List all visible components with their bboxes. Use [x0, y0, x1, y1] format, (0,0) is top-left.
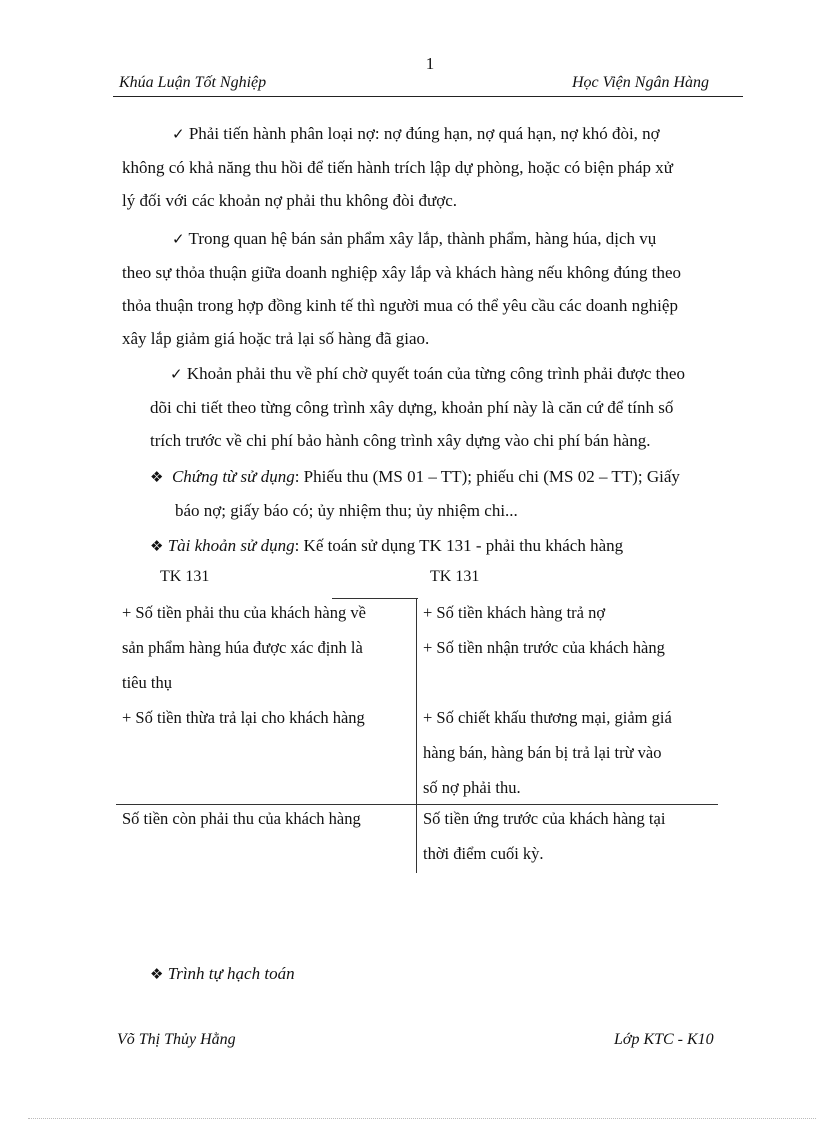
documents-used-text: : Phiếu thu (MS 01 – TT); phiếu chi (MS 02 – TT); Giấy	[294, 467, 680, 486]
page-header	[113, 74, 743, 97]
footer-class: Lớp KTC - K10	[614, 1031, 714, 1048]
header-thesis-title: Khúa Luận Tốt Nghiệp	[119, 74, 267, 91]
credit-balance-line: Số tiền ứng trước của khách hàng tại	[423, 809, 666, 828]
check-mark-icon: ✓	[170, 365, 183, 383]
t-account-right-title: TK 131	[430, 568, 480, 585]
documents-used-label: Chứng từ sử dụng	[171, 467, 295, 486]
paragraph-settlement-fee	[150, 357, 750, 457]
credit-entry: hàng bán, hàng bán bị trả lại trừ vào	[423, 743, 662, 762]
header-institution: Học Viện Ngân Hàng	[571, 74, 709, 91]
four-diamond-icon: ❖	[150, 468, 164, 486]
credit-entry: + Số tiền nhận trước của khách hàng	[423, 638, 665, 657]
paragraph-line: theo sự thỏa thuận giữa doanh nghiệp xây lắp và khách hàng nếu không đúng theo	[122, 263, 681, 282]
credit-entry: số nợ phải thu.	[423, 778, 521, 797]
check-mark-icon: ✓	[172, 230, 185, 248]
documents-used-text: báo nợ; giấy báo có; ủy nhiệm thu; ủy nhiệm chi...	[175, 501, 518, 520]
debit-balance: Số tiền còn phải thu của khách hàng	[122, 809, 361, 828]
paragraph-debt-classification	[122, 117, 742, 217]
credit-entry: + Số chiết khấu thương mại, giảm giá	[423, 708, 672, 727]
documents-used	[150, 460, 750, 527]
paragraph-line: Khoản phải thu về phí chờ quyết toán của từng công trình phải được theo	[186, 364, 685, 383]
credit-balance-line: thời điểm cuối kỳ.	[423, 844, 544, 863]
debit-entry: + Số tiền phải thu của khách hàng về	[122, 603, 366, 622]
account-used-text: : Kế toán sử dụng TK 131 - phải thu khách hàng	[294, 536, 624, 555]
paragraph-sales-relations	[122, 222, 742, 355]
page-number: 1	[425, 54, 435, 73]
account-used	[150, 529, 750, 563]
debit-entry: tiêu thụ	[122, 673, 172, 692]
t-account-left-title: TK 131	[160, 568, 210, 585]
four-diamond-icon: ❖	[150, 537, 164, 555]
paragraph-line: không có khả năng thu hồi để tiến hành trích lập dự phòng, hoặc có biện pháp xử	[122, 158, 673, 177]
paragraph-line: lý đối với các khoản nợ phải thu không đòi được.	[122, 191, 458, 210]
paragraph-line: xây lắp giảm giá hoặc trả lại số hàng đã giao.	[122, 329, 430, 348]
footer-author: Võ Thị Thủy Hằng	[117, 1031, 236, 1048]
paragraph-line: trích trước về chi phí bảo hành công trình xây dựng vào chi phí bán hàng.	[150, 431, 651, 450]
paragraph-line: Phải tiến hành phân loại nợ: nợ đúng hạn, nợ quá hạn, nợ khó đòi, nợ	[188, 124, 660, 143]
procedure-label: Trình tự hạch toán	[167, 964, 295, 983]
check-mark-icon: ✓	[172, 125, 185, 143]
paragraph-line: Trong quan hệ bán sản phẩm xây lắp, thành phẩm, hàng húa, dịch vụ	[188, 229, 657, 248]
t-account-divider	[416, 598, 417, 873]
t-account-credit-side	[423, 595, 718, 805]
procedure-heading	[150, 964, 295, 984]
t-account-credit-balance	[423, 801, 718, 871]
debit-entry: sản phẩm hàng húa được xác định là	[122, 638, 363, 657]
t-account-debit-side	[122, 595, 412, 735]
paragraph-line: dõi chi tiết theo từng công trình xây dựng, khoản phí này là căn cứ để tính số	[150, 398, 674, 417]
account-used-label: Tài khoản sử dụng	[167, 536, 295, 555]
paragraph-line: thỏa thuận trong hợp đồng kinh tế thì người mua có thể yêu cầu các doanh nghiệp	[122, 296, 678, 315]
debit-entry: + Số tiền thừa trả lại cho khách hàng	[122, 708, 365, 727]
page-bottom-rule	[28, 1118, 816, 1119]
four-diamond-icon: ❖	[150, 965, 164, 983]
credit-entry: + Số tiền khách hàng trả nợ	[423, 603, 606, 622]
